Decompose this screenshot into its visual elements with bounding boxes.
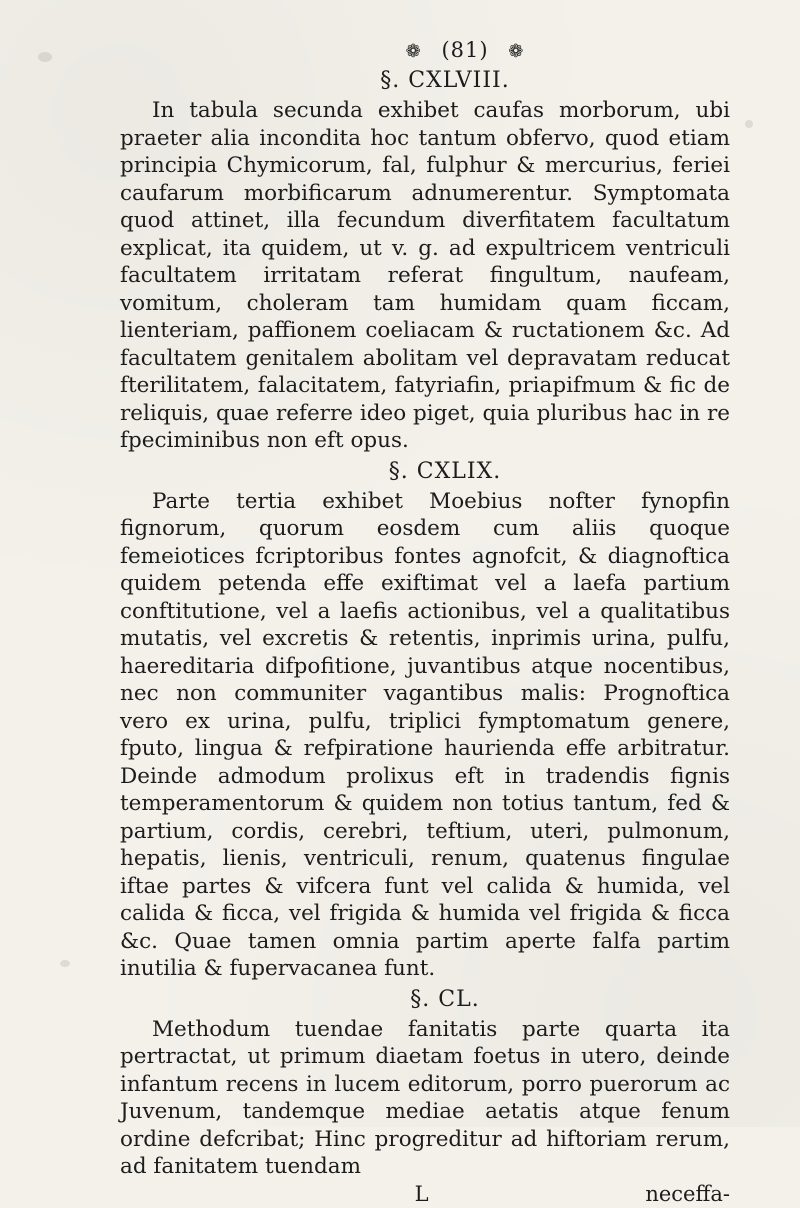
page-number: (81) (441, 38, 489, 62)
catchword: neceffa- (645, 1181, 730, 1206)
section-heading: §. CXLIX. (388, 458, 502, 484)
page-footer (120, 1181, 730, 1208)
flower-ornament-icon: ❁ (508, 41, 525, 62)
section-paragraph: In tabula secunda exhibet caufas morborum, ubi praeter alia incondita hoc tantum obfervo, quod etiam principia Chymicorum, fal, fulphur & mercurius, feriei caufarum morbificarum adnumerentur. Symptomata quod attinet, illa fecundum diverfitatem facultatum explicat, ita quidem, ut v. g. ad expultricem ventriculi facultatem irritatam referat fingultum, naufeam, vomitum, choleram tam humidam quam ficcam, lienteriam, paffionem coeliacam & ructationem &c. Ad facultatem genitalem abolitam vel depravatam reducat fterilitatem, falacitatem, fatyriafin, priapifmum & fic de reliquis, quae referre ideo piget, quia pluribus hac in re fpeciminibus non eft opus. (120, 98, 730, 453)
flower-ornament-icon: ❁ (405, 41, 422, 62)
signature-mark: L (414, 1181, 429, 1206)
running-head (200, 38, 730, 62)
section-paragraph: Parte tertia exhibet Moebius nofter fynopfin fignorum, quorum eosdem cum aliis quoque femeiotices fcriptoribus fontes agnofcit, & diagnoftica quidem petenda effe exiftimat vel a laefa partium conftitutione, vel a laefis actionibus, vel a qualitatibus mutatis, vel excretis & retentis, inprimis urina, pulfu, haereditaria difpofitione, juvantibus atque nocentibus, nec non communiter vagantibus malis: Prognoftica vero ex urina, pulfu, triplici fymptomatum genere, fputo, lingua & refpiratione haurienda effe arbitratur. Deinde admodum prolixus eft in tradendis fignis temperamentorum & quidem non totius tantum, fed & partium, cordis, cerebri, teftium, uteri, pulmonum, hepatis, lienis, ventriculi, renum, quatenus fingulae iftae partes & vifcera funt vel calida & humida, vel calida & ficca, vel frigida & humida vel frigida & ficca &c. Quae tamen omnia partim aperte falfa partim inutilia & fupervacanea funt. (120, 488, 730, 981)
paper-stain (38, 52, 52, 62)
section-heading: §. CXLVIII. (380, 68, 510, 93)
section-paragraph: Methodum tuendae fanitatis parte quarta ita pertractat, ut primum diaetam foetus in utero, deinde infantum recens in lucem editorum, porro puerorum ac Juvenum, tandemque mediae aetatis atque fenum ordine defcribat; Hinc progreditur ad hiftoriam rerum, ad fanitatem tuendam (120, 1016, 730, 1179)
paper-stain (745, 120, 753, 128)
section-heading: §. CL. (410, 986, 480, 1012)
paper-stain (60, 960, 70, 967)
